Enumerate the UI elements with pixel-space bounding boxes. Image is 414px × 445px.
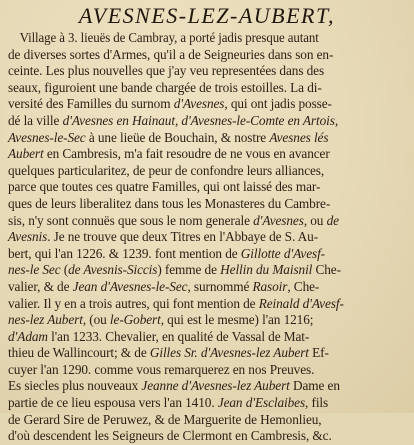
italic-name: Jean d'Esclaibes	[217, 395, 306, 411]
italic-name: d'Adam	[8, 328, 48, 344]
text-run: l'an 1233. Chevalier, en qualité de Vassal de Mat-	[47, 328, 310, 344]
text-run: ) femme de	[157, 262, 221, 278]
body-paragraph	[8, 30, 406, 445]
text-run: , qui ont jadis posse-	[224, 96, 332, 112]
text-run: à une lieüe de Bouchain, & nostre	[85, 129, 270, 145]
text-line	[8, 362, 406, 379]
text-run: d'où descendent les Seigneurs de Clermont en Cambresis, &c.	[8, 428, 332, 444]
text-run: bert, qui l'an 1226. & 1239. font mention de	[8, 245, 241, 261]
text-run: de Gerard Sire de Peruwez, & de Marguerite de Hemonlieu,	[8, 411, 322, 427]
italic-name: Aubert	[8, 146, 44, 162]
text-line	[8, 96, 406, 113]
text-line	[8, 146, 406, 163]
text-run: , (ou	[82, 312, 110, 328]
text-line	[8, 113, 406, 130]
text-run: dé la ville	[8, 112, 63, 128]
italic-name: Hellin du Maisnil	[220, 262, 313, 278]
text-run: , Che-	[287, 278, 320, 294]
text-line	[8, 30, 394, 47]
text-run: de diverses sortes d'Armes, qu'il a de Seigneuries dans son en-	[8, 46, 334, 62]
italic-name: Avesnes lés	[269, 129, 329, 145]
text-line	[8, 229, 406, 246]
text-line	[8, 80, 406, 97]
text-run: quelques particularitez, de peur de confondre leurs alliances,	[8, 162, 325, 178]
text-line	[8, 130, 406, 147]
italic-name: Reinald d'Avesf-	[258, 295, 344, 311]
italic-name: d'Avesnes	[253, 212, 304, 228]
italic-name: de Avesnis-Siccis	[68, 262, 158, 278]
text-run: ques de leurs liberalitez dans tous les Monasteres du Cambre-	[8, 195, 331, 211]
text-line	[8, 47, 406, 64]
italic-name: Gilles Sr. d'Avesnes-lez Aubert	[149, 345, 309, 361]
text-line	[8, 378, 406, 395]
text-run: seaux, figuroient une bande chargée de trois estoilles. La di-	[8, 79, 322, 95]
italic-name: Jean d'Avesnes-le-Sec	[72, 278, 188, 294]
text-run: sis, n'y sont connuës que sous le nom generale	[8, 212, 254, 228]
italic-name: Gillotte d'Avesf-	[240, 245, 326, 261]
text-line	[8, 196, 406, 213]
text-line	[8, 395, 406, 412]
text-line	[8, 262, 406, 279]
text-run: valier. Il y en a trois autres, qui font mention de	[8, 295, 259, 311]
text-run: parce que toutes ces quatre Familles, qui ont laissé des mar-	[8, 179, 321, 195]
italic-name: d'Avesnes en Hainaut	[62, 112, 175, 128]
text-line	[8, 412, 406, 429]
text-line	[8, 296, 406, 313]
italic-name: nes-le Sec	[8, 262, 61, 278]
text-line	[8, 329, 406, 346]
text-line	[8, 246, 406, 263]
text-line	[8, 213, 406, 230]
text-line	[8, 312, 406, 329]
italic-name: de	[326, 212, 339, 228]
text-run: valier, & de	[8, 278, 73, 294]
text-run: , qui est le mesme) l'an 1216;	[160, 312, 314, 328]
text-run: Es siecles plus nouveaux	[8, 378, 142, 394]
italic-name: nes-lez Aubert	[8, 312, 83, 328]
text-run: , fils	[305, 395, 329, 411]
text-run: Che-	[312, 262, 341, 278]
italic-name: d'Avesnes	[173, 96, 225, 112]
text-run: ,	[174, 112, 182, 128]
italic-name: le-Gobert	[109, 312, 161, 328]
text-run: Village à 3. lieuës de Cambray, a porté jadis presque autant	[19, 30, 319, 45]
text-line	[8, 163, 406, 180]
text-line	[8, 63, 406, 80]
text-run: Ef-	[308, 345, 329, 361]
text-run: ceinte. Les plus nouvelles que j'ay veu representées dans des	[8, 63, 325, 79]
text-line	[8, 345, 406, 362]
italic-name: Avesnis	[8, 229, 48, 245]
text-run: cuyer l'an 1290. comme vous remarquerez en nos Preuves.	[8, 361, 315, 377]
text-run: ,	[334, 112, 339, 128]
text-line	[8, 179, 406, 196]
text-run: . Je ne trouve que deux Titres en l'Abbaye de S. Au-	[47, 229, 319, 245]
italic-name: Jeanne d'Avesnes-lez Aubert	[141, 378, 290, 394]
italic-name: Rasoir	[252, 278, 288, 294]
text-run: partie de ce lieu espousa vers l'an 1410.	[8, 395, 218, 411]
italic-name: Avesnes-le-Sec	[8, 129, 86, 145]
page-title: AVESNES-LEZ-AUBERT,	[78, 3, 336, 28]
text-run: thieu de Wallincourt; & de	[8, 345, 150, 361]
text-run: Dame en	[289, 378, 340, 394]
text-run: , surnommé	[187, 278, 253, 294]
text-run: (	[60, 262, 69, 278]
text-run: en Cambresis, m'a fait resoudre de ne vous en avancer	[43, 146, 330, 162]
text-line	[8, 279, 406, 296]
text-run: versité des Familles du surnom	[8, 96, 174, 112]
text-line	[8, 428, 406, 445]
italic-name: d'Avesnes-le-Comte en Artois	[181, 112, 335, 128]
text-run: , ou	[303, 212, 327, 228]
